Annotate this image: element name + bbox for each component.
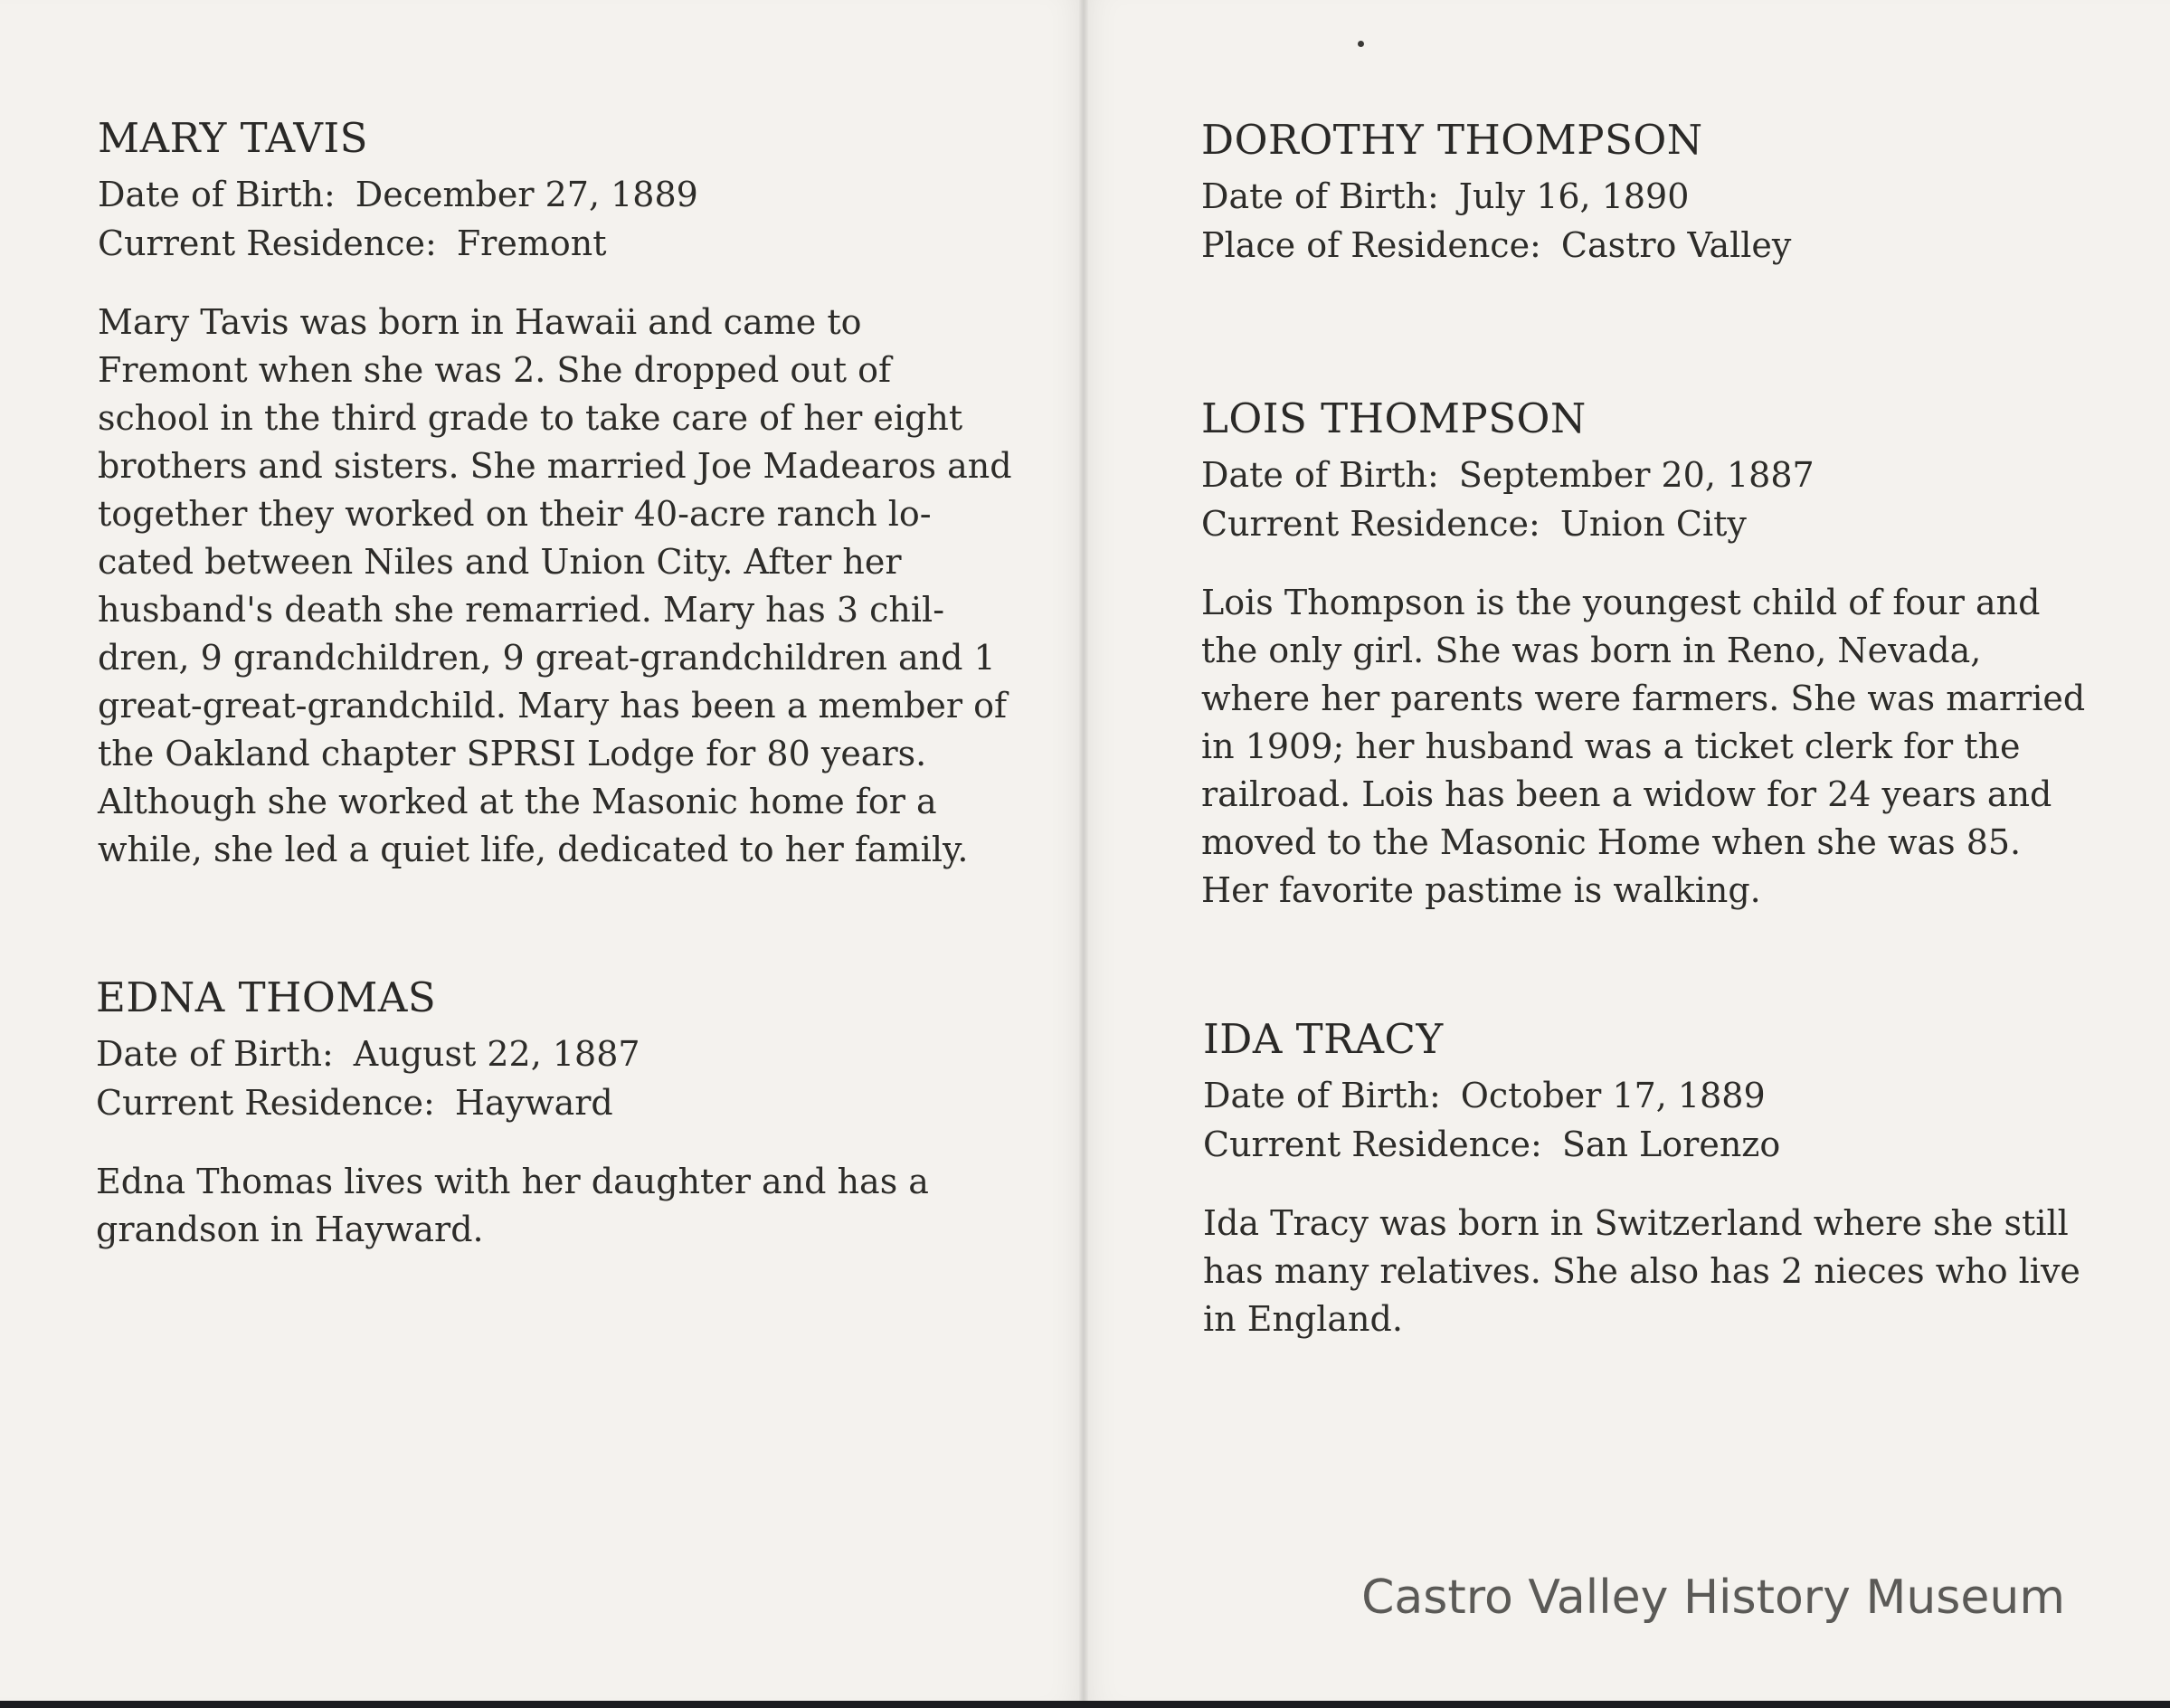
field-value: Union City [1559,503,1747,544]
residence-row [1201,221,2106,270]
scan-bottom-edge [0,1701,2170,1708]
bio-line: cated between Niles and Union City. After her [98,541,902,582]
field-label: Date of Birth: [1203,1075,1441,1115]
bio-line: railroad. Lois has been a widow for 24 years and [1201,773,2052,814]
entry-name: IDA TRACY [1203,1015,1444,1063]
entry-lois-thompson [1201,396,2142,915]
bio-line: husband's death she remarried. Mary has 3 chil- [98,589,945,630]
field-label: Current Residence: [98,223,437,263]
bio-line: Mary Tavis was born in Hawaii and came to [98,301,862,342]
field-value: San Lorenzo [1561,1124,1781,1164]
field-value: July 16, 1890 [1458,176,1690,216]
bio-line: dren, 9 grandchildren, 9 great-grandchildren and 1 [98,637,996,678]
field-value: August 22, 1887 [353,1033,640,1074]
field-label: Current Residence: [1201,503,1540,544]
bio-line: in 1909; her husband was a ticket clerk for the [1201,726,2021,766]
birth-date-row [1201,172,2106,221]
bio-line: Lois Thompson is the youngest child of four and [1201,582,2041,622]
entry-edna-thomas [96,975,1055,1254]
birth-date-row [96,1030,1055,1078]
field-value: Fremont [456,223,607,263]
bio-line: together they worked on their 40-acre ranch lo- [98,493,932,534]
bio-line: in England. [1203,1298,1403,1339]
biography [1203,1200,2144,1343]
birth-date-row [1203,1071,2144,1120]
bio-line: moved to the Masonic Home when she was 85. [1201,821,2022,862]
birth-date-row [98,170,1057,219]
entry-dorothy-thompson [1201,118,2106,270]
entry-name: LOIS THOMPSON [1201,394,1587,442]
birth-date-row [1201,451,2142,499]
field-label: Place of Residence: [1201,224,1541,265]
residence-row [1203,1120,2144,1169]
ink-dot [1358,41,1364,47]
museum-watermark: Castro Valley History Museum [1361,1570,2065,1625]
bio-line: Fremont when she was 2. She dropped out of [98,349,892,390]
field-value: Hayward [454,1082,613,1123]
page-gutter [1079,0,1088,1701]
bio-line: brothers and sisters. She married Joe Madearos and [98,445,1012,486]
bio-line: Ida Tracy was born in Switzerland where she still [1203,1202,2069,1243]
field-label: Date of Birth: [96,1033,334,1074]
field-value: Castro Valley [1560,224,1792,265]
field-value: September 20, 1887 [1458,454,1815,495]
biography [96,1158,1055,1254]
biography [98,299,1057,874]
bio-line: has many relatives. She also has 2 nieces who live [1203,1250,2080,1291]
field-label: Date of Birth: [98,174,336,214]
entry-name: EDNA THOMAS [96,973,437,1021]
bio-line: the Oakland chapter SPRSI Lodge for 80 years. [98,733,927,773]
bio-line: Although she worked at the Masonic home for a [98,781,937,821]
entry-ida-tracy [1203,1017,2144,1343]
bio-line: while, she led a quiet life, dedicated to her family. [98,829,969,869]
field-label: Current Residence: [96,1082,435,1123]
field-label: Date of Birth: [1201,176,1439,216]
biography [1201,579,2142,915]
entry-mary-tavis [98,116,1057,874]
bio-line: school in the third grade to take care of her eight [98,397,963,438]
bio-line: where her parents were farmers. She was married [1201,678,2086,718]
field-label: Date of Birth: [1201,454,1439,495]
bio-line: the only girl. She was born in Reno, Nevada, [1201,630,1982,670]
field-label: Current Residence: [1203,1124,1542,1164]
residence-row [98,219,1057,268]
residence-row [1201,499,2142,548]
entry-name: MARY TAVIS [98,114,368,162]
field-value: October 17, 1889 [1460,1075,1766,1115]
field-value: December 27, 1889 [355,174,698,214]
bio-line: grandson in Hayward. [96,1209,484,1249]
entry-name: DOROTHY THOMPSON [1201,116,1703,164]
residence-row [96,1078,1055,1127]
bio-line: great-great-grandchild. Mary has been a member of [98,685,1008,726]
bio-line: Edna Thomas lives with her daughter and has a [96,1161,929,1201]
bio-line: Her favorite pastime is walking. [1201,869,1761,910]
